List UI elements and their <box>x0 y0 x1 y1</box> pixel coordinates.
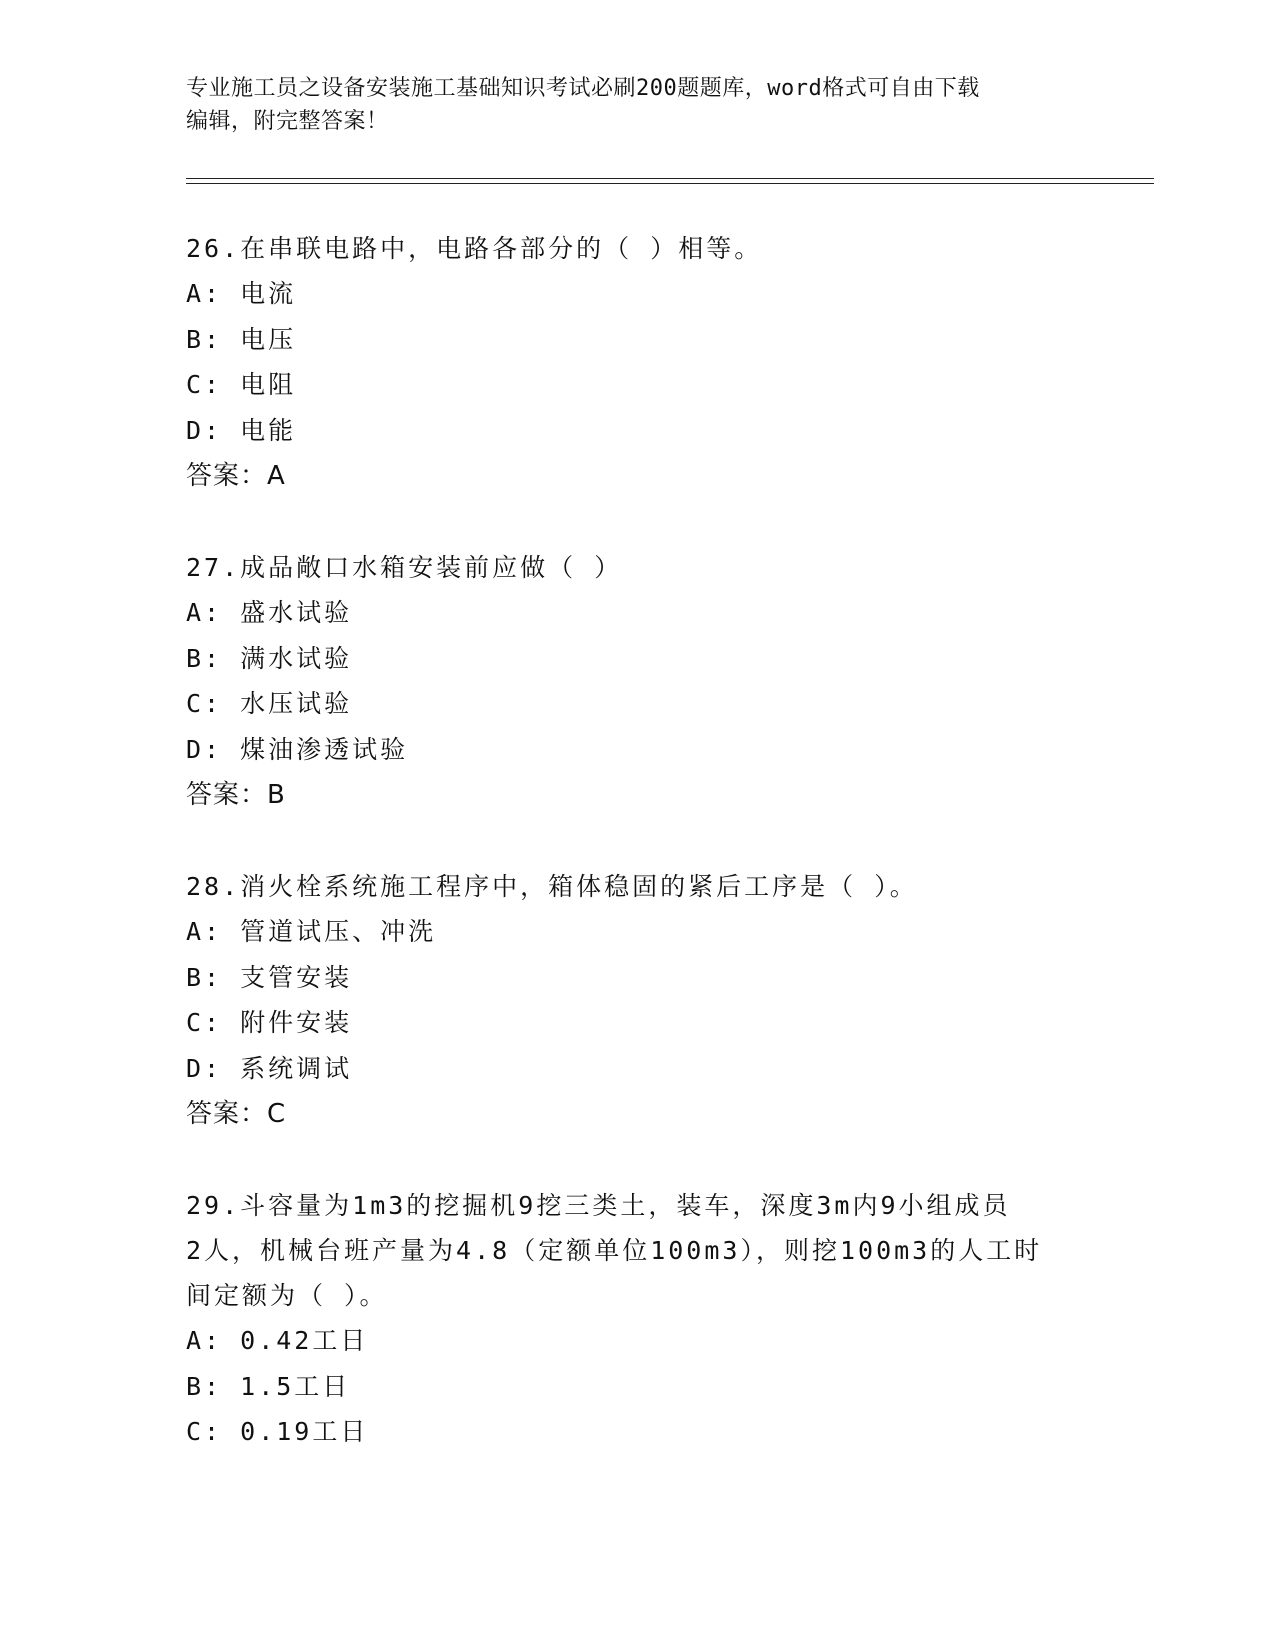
option-c: C: 电阻 <box>186 370 297 399</box>
question-stem <box>186 872 1086 902</box>
question-stem-line: 2人，机械台班产量为4.8（定额单位100m3），则挖100m3的人工时 <box>186 1236 1043 1265</box>
option-b: B: 电压 <box>186 324 297 354</box>
option-a: A: 0.42工日 <box>186 1326 369 1355</box>
option-c: C: 0.19工日 <box>186 1417 369 1446</box>
question-stem-line: 26.在串联电路中，电路各部分的（ ）相等。 <box>186 234 763 263</box>
question-stem <box>186 553 1086 583</box>
document-header <box>186 72 1086 138</box>
option-b: B: 支管安装 <box>186 962 353 992</box>
header-line-1: 专业施工员之设备安装施工基础知识考试必刷200题题库，word格式可自由下载 <box>186 76 980 101</box>
option-d: D: 系统调试 <box>186 1053 353 1083</box>
option-b: B: 1.5工日 <box>186 1371 351 1401</box>
question-26 <box>186 234 1086 507</box>
option-c: C: 附件安装 <box>186 1008 353 1037</box>
question-stem-line: 28.消火栓系统施工程序中，箱体稳固的紧后工序是（ ）。 <box>186 872 918 901</box>
answer: 答案：A <box>186 461 286 491</box>
question-stem <box>186 234 1086 264</box>
option-d: D: 煤油渗透试验 <box>186 734 409 764</box>
option-d: D: 电能 <box>186 415 297 445</box>
question-stem <box>186 1191 1086 1311</box>
question-stem-line: 间定额为（ ）。 <box>186 1281 388 1310</box>
header-divider-top <box>186 178 1154 179</box>
answer: 答案：B <box>186 780 286 810</box>
question-28 <box>186 872 1086 1145</box>
option-c: C: 水压试验 <box>186 689 353 718</box>
option-a: A: 电流 <box>186 279 297 308</box>
answer: 答案：C <box>186 1099 287 1129</box>
header-divider-bottom <box>186 183 1154 184</box>
header-line-2: 编辑，附完整答案！ <box>186 109 389 134</box>
question-29 <box>186 1191 1086 1463</box>
option-a: A: 盛水试验 <box>186 598 353 627</box>
question-stem-line: 27.成品敞口水箱安装前应做（ ） <box>186 553 623 582</box>
question-stem-line: 29.斗容量为1m3的挖掘机9挖三类土，装车，深度3m内9小组成员 <box>186 1191 1011 1220</box>
question-27 <box>186 553 1086 826</box>
option-b: B: 满水试验 <box>186 643 353 673</box>
option-a: A: 管道试压、冲洗 <box>186 917 437 946</box>
